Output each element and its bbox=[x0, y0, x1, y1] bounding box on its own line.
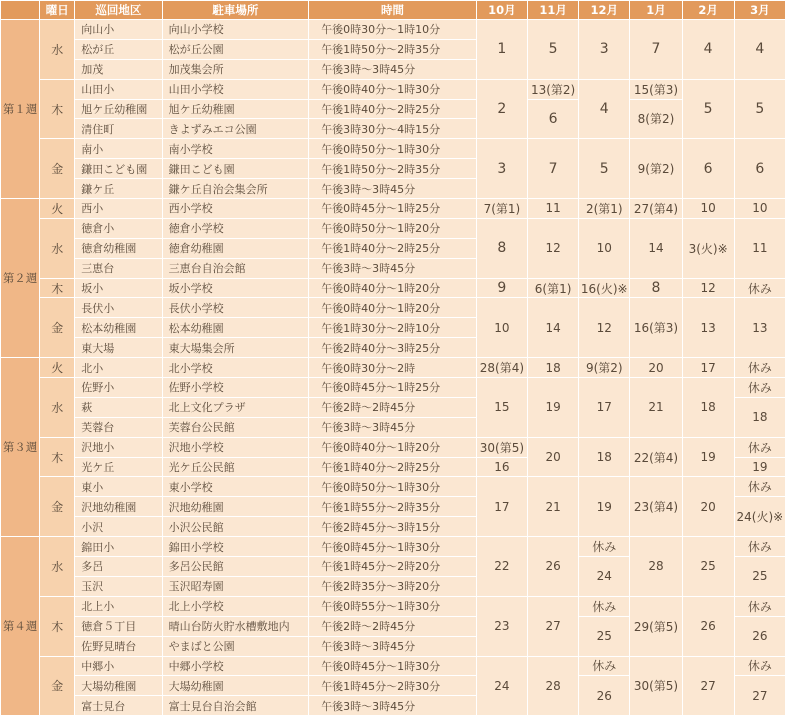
place-cell: 北小学校 bbox=[163, 358, 309, 377]
date-cell: 9(第2) bbox=[630, 139, 681, 198]
time-cell: 午後3時30分～4時15分 bbox=[309, 119, 476, 138]
area-cell: 沢地幼稚園 bbox=[75, 497, 161, 516]
date-cell: 2 bbox=[477, 80, 527, 139]
time-cell: 午後0時45分～1時25分 bbox=[309, 199, 476, 218]
date-cell: 休み bbox=[735, 477, 785, 496]
header-time: 時間 bbox=[309, 1, 476, 19]
date-cell: 26 bbox=[579, 676, 629, 715]
date-cell: 3 bbox=[579, 20, 629, 79]
table-row bbox=[1, 438, 785, 457]
week-label: 第１週 bbox=[1, 20, 39, 198]
header-month: 1月 bbox=[630, 1, 681, 19]
date-cell: 10 bbox=[683, 199, 734, 218]
area-cell: 加茂 bbox=[75, 60, 161, 79]
table-row bbox=[1, 139, 785, 158]
time-cell: 午後3時～3時45分 bbox=[309, 696, 476, 715]
place-cell: 旭ケ丘幼稚園 bbox=[163, 100, 309, 119]
date-cell: 12 bbox=[528, 219, 578, 278]
date-cell: 20 bbox=[528, 438, 578, 477]
time-cell: 午後1時30分～2時10分 bbox=[309, 318, 476, 337]
area-cell: 玉沢 bbox=[75, 577, 161, 596]
area-cell: 中郷小 bbox=[75, 657, 161, 676]
day-label: 水 bbox=[40, 219, 74, 278]
place-cell: 山田小学校 bbox=[163, 80, 309, 99]
place-cell: 沢地幼稚園 bbox=[163, 497, 309, 516]
area-cell: 大場幼稚園 bbox=[75, 676, 161, 695]
place-cell: 三恵台自治会館 bbox=[163, 259, 309, 278]
date-cell: 15 bbox=[477, 378, 527, 437]
date-cell: 休み bbox=[735, 279, 785, 298]
table-row bbox=[1, 100, 785, 119]
date-cell: 4 bbox=[683, 20, 734, 79]
header-month: 3月 bbox=[735, 1, 785, 19]
date-cell: 23(第4) bbox=[630, 477, 681, 536]
date-cell: 18 bbox=[683, 378, 734, 437]
date-cell: 16(第3) bbox=[630, 298, 681, 357]
area-cell: 小沢 bbox=[75, 517, 161, 536]
date-cell: 11 bbox=[528, 199, 578, 218]
day-label: 金 bbox=[40, 298, 74, 357]
day-label: 木 bbox=[40, 597, 74, 656]
day-label: 水 bbox=[40, 20, 74, 79]
week-label: 第３週 bbox=[1, 358, 39, 536]
area-cell: 多呂 bbox=[75, 557, 161, 576]
date-cell: 休み bbox=[579, 537, 629, 556]
date-cell: 28(第4) bbox=[477, 358, 527, 377]
date-cell: 19 bbox=[735, 458, 785, 477]
date-cell: 27 bbox=[528, 597, 578, 656]
date-cell: 14 bbox=[630, 219, 681, 278]
date-cell: 16(火)※ bbox=[579, 279, 629, 298]
area-cell: 山田小 bbox=[75, 80, 161, 99]
date-cell: 8 bbox=[477, 219, 527, 278]
day-label: 木 bbox=[40, 438, 74, 477]
date-cell: 10 bbox=[579, 219, 629, 278]
time-cell: 午後0時45分～1時30分 bbox=[309, 537, 476, 556]
day-label: 木 bbox=[40, 80, 74, 139]
date-cell: 9 bbox=[477, 279, 527, 298]
time-cell: 午後1時50分～2時35分 bbox=[309, 40, 476, 59]
date-cell: 28 bbox=[630, 537, 681, 596]
time-cell: 午後0時30分～2時 bbox=[309, 358, 476, 377]
time-cell: 午後0時40分～1時20分 bbox=[309, 279, 476, 298]
date-cell: 5 bbox=[579, 139, 629, 198]
date-cell: 休み bbox=[579, 657, 629, 676]
date-cell: 30(第5) bbox=[477, 438, 527, 457]
header-month: 12月 bbox=[579, 1, 629, 19]
place-cell: 多呂公民館 bbox=[163, 557, 309, 576]
area-cell: 徳倉５丁目 bbox=[75, 617, 161, 636]
time-cell: 午後1時50分～2時35分 bbox=[309, 159, 476, 178]
header-area: 巡回地区 bbox=[75, 1, 161, 19]
date-cell: 13 bbox=[735, 298, 785, 357]
date-cell: 7(第1) bbox=[477, 199, 527, 218]
area-cell: 芙蓉台 bbox=[75, 418, 161, 437]
date-cell: 24 bbox=[477, 657, 527, 716]
date-cell: 11 bbox=[735, 219, 785, 278]
date-cell: 6 bbox=[528, 100, 578, 139]
table-row bbox=[1, 298, 785, 317]
date-cell: 28 bbox=[528, 657, 578, 716]
time-cell: 午後3時～3時45分 bbox=[309, 418, 476, 437]
date-cell: 3 bbox=[477, 139, 527, 198]
place-cell: 向山小学校 bbox=[163, 20, 309, 39]
header-month: 10月 bbox=[477, 1, 527, 19]
date-cell: 20 bbox=[683, 477, 734, 536]
table-row bbox=[1, 20, 785, 39]
place-cell: 北上文化プラザ bbox=[163, 398, 309, 417]
day-label: 火 bbox=[40, 199, 74, 218]
area-cell: 三恵台 bbox=[75, 259, 161, 278]
date-cell: 29(第5) bbox=[630, 597, 681, 656]
header-week bbox=[1, 1, 39, 19]
place-cell: 徳倉小学校 bbox=[163, 219, 309, 238]
date-cell: 24 bbox=[579, 557, 629, 596]
date-cell: 9(第2) bbox=[579, 358, 629, 377]
header-month: 2月 bbox=[683, 1, 734, 19]
date-cell: 27 bbox=[683, 657, 734, 716]
date-cell: 8(第2) bbox=[630, 100, 681, 139]
area-cell: 北小 bbox=[75, 358, 161, 377]
date-cell: 18 bbox=[579, 438, 629, 477]
header-day: 曜日 bbox=[40, 1, 74, 19]
date-cell: 6(第1) bbox=[528, 279, 578, 298]
date-cell: 18 bbox=[528, 358, 578, 377]
date-cell: 26 bbox=[735, 617, 785, 656]
date-cell: 休み bbox=[579, 597, 629, 616]
date-cell: 休み bbox=[735, 378, 785, 397]
date-cell: 12 bbox=[683, 279, 734, 298]
place-cell: 徳倉幼稚園 bbox=[163, 239, 309, 258]
time-cell: 午後0時30分～1時10分 bbox=[309, 20, 476, 39]
time-cell: 午後1時55分～2時35分 bbox=[309, 497, 476, 516]
place-cell: 北上小学校 bbox=[163, 597, 309, 616]
date-cell: 4 bbox=[579, 80, 629, 139]
header-month: 11月 bbox=[528, 1, 578, 19]
time-cell: 午後0時50分～1時30分 bbox=[309, 139, 476, 158]
day-label: 水 bbox=[40, 537, 74, 596]
area-cell: 萩 bbox=[75, 398, 161, 417]
date-cell: 22(第4) bbox=[630, 438, 681, 477]
week-label: 第２週 bbox=[1, 199, 39, 357]
area-cell: 錦田小 bbox=[75, 537, 161, 556]
time-cell: 午後2時35分～3時20分 bbox=[309, 577, 476, 596]
area-cell: 鎌田こども園 bbox=[75, 159, 161, 178]
time-cell: 午後2時～2時45分 bbox=[309, 617, 476, 636]
place-cell: 南小学校 bbox=[163, 139, 309, 158]
date-cell: 27(第4) bbox=[630, 199, 681, 218]
date-cell: 18 bbox=[735, 398, 785, 437]
time-cell: 午後1時40分～2時25分 bbox=[309, 239, 476, 258]
area-cell: 松本幼稚園 bbox=[75, 318, 161, 337]
table-row bbox=[1, 378, 785, 397]
date-cell: 27 bbox=[735, 676, 785, 715]
date-cell: 10 bbox=[477, 298, 527, 357]
time-cell: 午後3時～3時45分 bbox=[309, 637, 476, 656]
date-cell: 26 bbox=[528, 537, 578, 596]
place-cell: 光ケ丘公民館 bbox=[163, 458, 309, 477]
area-cell: 長伏小 bbox=[75, 298, 161, 317]
table-row bbox=[1, 477, 785, 496]
date-cell: 10 bbox=[735, 199, 785, 218]
area-cell: 清住町 bbox=[75, 119, 161, 138]
date-cell: 20 bbox=[630, 358, 681, 377]
time-cell: 午後2時～2時45分 bbox=[309, 398, 476, 417]
time-cell: 午後3時～3時45分 bbox=[309, 179, 476, 198]
time-cell: 午後0時40分～1時20分 bbox=[309, 438, 476, 457]
place-cell: 松が丘公園 bbox=[163, 40, 309, 59]
place-cell: 東大場集会所 bbox=[163, 338, 309, 357]
date-cell: 23 bbox=[477, 597, 527, 656]
date-cell: 22 bbox=[477, 537, 527, 596]
date-cell: 13(第2) bbox=[528, 80, 578, 99]
place-cell: やまばと公園 bbox=[163, 637, 309, 656]
place-cell: 西小学校 bbox=[163, 199, 309, 218]
date-cell: 17 bbox=[579, 378, 629, 437]
time-cell: 午後2時45分～3時15分 bbox=[309, 517, 476, 536]
time-cell: 午後1時45分～2時20分 bbox=[309, 557, 476, 576]
area-cell: 光ケ丘 bbox=[75, 458, 161, 477]
table-row bbox=[1, 219, 785, 238]
time-cell: 午後0時40分～1時30分 bbox=[309, 80, 476, 99]
date-cell: 30(第5) bbox=[630, 657, 681, 716]
date-cell: 19 bbox=[683, 438, 734, 477]
time-cell: 午後0時40分～1時20分 bbox=[309, 298, 476, 317]
date-cell: 2(第1) bbox=[579, 199, 629, 218]
area-cell: 佐野見晴台 bbox=[75, 637, 161, 656]
header-row bbox=[1, 1, 785, 19]
date-cell: 休み bbox=[735, 438, 785, 457]
place-cell: 中郷小学校 bbox=[163, 657, 309, 676]
area-cell: 徳倉小 bbox=[75, 219, 161, 238]
date-cell: 3(火)※ bbox=[683, 219, 734, 278]
table-row bbox=[1, 537, 785, 556]
table-row bbox=[1, 597, 785, 616]
table-row bbox=[1, 199, 785, 218]
place-cell: 東小学校 bbox=[163, 477, 309, 496]
time-cell: 午後0時45分～1時30分 bbox=[309, 657, 476, 676]
date-cell: 21 bbox=[528, 477, 578, 536]
table-row bbox=[1, 358, 785, 377]
date-cell: 5 bbox=[528, 20, 578, 79]
area-cell: 西小 bbox=[75, 199, 161, 218]
area-cell: 北上小 bbox=[75, 597, 161, 616]
header-place: 駐車場所 bbox=[163, 1, 309, 19]
time-cell: 午後1時45分～2時30分 bbox=[309, 676, 476, 695]
day-label: 火 bbox=[40, 358, 74, 377]
date-cell: 25 bbox=[683, 537, 734, 596]
place-cell: 鎌ケ丘自治会集会所 bbox=[163, 179, 309, 198]
day-label: 金 bbox=[40, 139, 74, 198]
place-cell: きよずみエコ公園 bbox=[163, 119, 309, 138]
area-cell: 旭ケ丘幼稚園 bbox=[75, 100, 161, 119]
time-cell: 午後0時45分～1時25分 bbox=[309, 378, 476, 397]
area-cell: 東大場 bbox=[75, 338, 161, 357]
date-cell: 26 bbox=[683, 597, 734, 656]
area-cell: 鎌ケ丘 bbox=[75, 179, 161, 198]
area-cell: 南小 bbox=[75, 139, 161, 158]
area-cell: 佐野小 bbox=[75, 378, 161, 397]
place-cell: 松本幼稚園 bbox=[163, 318, 309, 337]
date-cell: 14 bbox=[528, 298, 578, 357]
date-cell: 19 bbox=[579, 477, 629, 536]
time-cell: 午後2時40分～3時25分 bbox=[309, 338, 476, 357]
place-cell: 鎌田こども園 bbox=[163, 159, 309, 178]
area-cell: 徳倉幼稚園 bbox=[75, 239, 161, 258]
place-cell: 玉沢昭寿園 bbox=[163, 577, 309, 596]
table-row bbox=[1, 80, 785, 99]
date-cell: 25 bbox=[579, 617, 629, 656]
date-cell: 8 bbox=[630, 279, 681, 298]
time-cell: 午後1時40分～2時25分 bbox=[309, 458, 476, 477]
place-cell: 佐野小学校 bbox=[163, 378, 309, 397]
date-cell: 1 bbox=[477, 20, 527, 79]
place-cell: 芙蓉台公民館 bbox=[163, 418, 309, 437]
place-cell: 晴山台防火貯水槽敷地内 bbox=[163, 617, 309, 636]
day-label: 金 bbox=[40, 657, 74, 716]
date-cell: 7 bbox=[528, 139, 578, 198]
date-cell: 25 bbox=[735, 557, 785, 596]
area-cell: 松が丘 bbox=[75, 40, 161, 59]
date-cell: 6 bbox=[683, 139, 734, 198]
date-cell: 24(火)※ bbox=[735, 497, 785, 536]
time-cell: 午後0時55分～1時30分 bbox=[309, 597, 476, 616]
area-cell: 沢地小 bbox=[75, 438, 161, 457]
day-label: 金 bbox=[40, 477, 74, 536]
area-cell: 向山小 bbox=[75, 20, 161, 39]
date-cell: 17 bbox=[477, 477, 527, 536]
date-cell: 5 bbox=[735, 80, 785, 139]
table-row bbox=[1, 279, 785, 298]
date-cell: 休み bbox=[735, 358, 785, 377]
date-cell: 4 bbox=[735, 20, 785, 79]
time-cell: 午後3時～3時45分 bbox=[309, 60, 476, 79]
date-cell: 休み bbox=[735, 597, 785, 616]
date-cell: 12 bbox=[579, 298, 629, 357]
place-cell: 加茂集会所 bbox=[163, 60, 309, 79]
date-cell: 休み bbox=[735, 537, 785, 556]
area-cell: 坂小 bbox=[75, 279, 161, 298]
area-cell: 富士見台 bbox=[75, 696, 161, 715]
time-cell: 午後1時40分～2時25分 bbox=[309, 100, 476, 119]
date-cell: 6 bbox=[735, 139, 785, 198]
place-cell: 長伏小学校 bbox=[163, 298, 309, 317]
date-cell: 5 bbox=[683, 80, 734, 139]
date-cell: 7 bbox=[630, 20, 681, 79]
place-cell: 小沢公民館 bbox=[163, 517, 309, 536]
date-cell: 休み bbox=[735, 657, 785, 676]
date-cell: 21 bbox=[630, 378, 681, 437]
place-cell: 大場幼稚園 bbox=[163, 676, 309, 695]
date-cell: 17 bbox=[683, 358, 734, 377]
time-cell: 午後0時50分～1時20分 bbox=[309, 219, 476, 238]
date-cell: 16 bbox=[477, 458, 527, 477]
day-label: 水 bbox=[40, 378, 74, 437]
date-cell: 19 bbox=[528, 378, 578, 437]
place-cell: 沢地小学校 bbox=[163, 438, 309, 457]
day-label: 木 bbox=[40, 279, 74, 298]
time-cell: 午後3時～3時45分 bbox=[309, 259, 476, 278]
area-cell: 東小 bbox=[75, 477, 161, 496]
date-cell: 15(第3) bbox=[630, 80, 681, 99]
week-label: 第４週 bbox=[1, 537, 39, 715]
place-cell: 錦田小学校 bbox=[163, 537, 309, 556]
table-row bbox=[1, 657, 785, 676]
place-cell: 富士見台自治会館 bbox=[163, 696, 309, 715]
place-cell: 坂小学校 bbox=[163, 279, 309, 298]
date-cell: 13 bbox=[683, 298, 734, 357]
time-cell: 午後0時50分～1時30分 bbox=[309, 477, 476, 496]
